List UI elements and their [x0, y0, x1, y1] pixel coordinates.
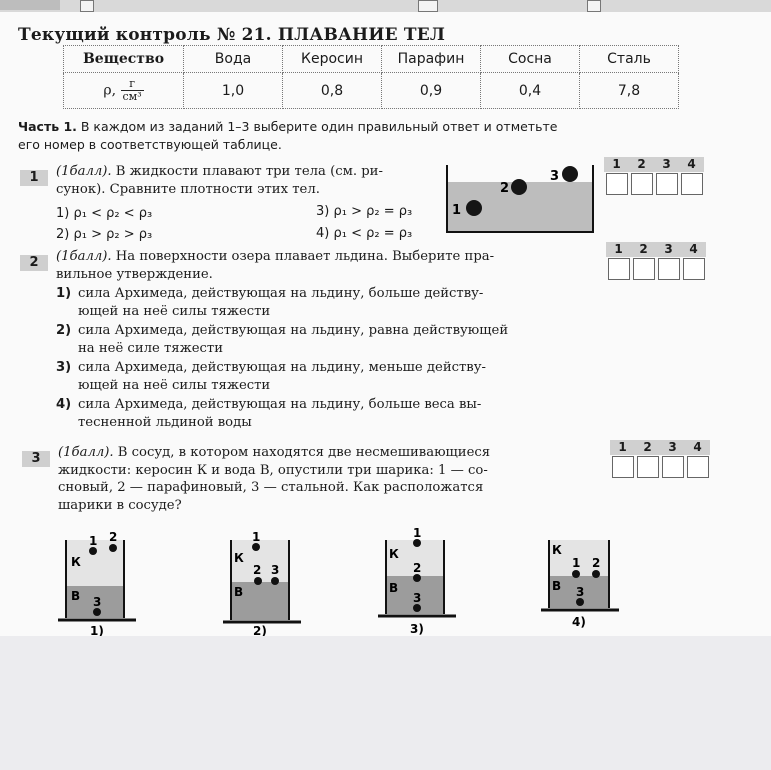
question-1-line: В жидкости плавают три тела (см. ри-: [111, 164, 383, 179]
answer-cell-2[interactable]: [633, 258, 655, 280]
question-1-option-3[interactable]: 3) ρ₁ > ρ₂ = ρ₃: [316, 204, 413, 219]
table-cell-density: 0,9: [382, 73, 481, 109]
body-1-label: 1: [452, 203, 462, 218]
table-cell-substance: Сталь: [580, 46, 679, 73]
kerosene-label: К: [71, 555, 81, 569]
answer-box-header: [610, 440, 710, 455]
answer-cell-1[interactable]: [612, 456, 634, 478]
water-label: В: [389, 581, 399, 595]
previous-page-strip: [0, 0, 771, 12]
part-label: Часть 1.: [18, 119, 77, 134]
question-3-number: 3: [22, 451, 50, 467]
part-instructions: [18, 118, 558, 154]
option-line: ющей на неё силы тяжести: [78, 378, 271, 393]
option-line: сила Архимеда, действующая на льдину, равна действующей: [78, 323, 509, 338]
answer-box-header-label: 1: [618, 440, 627, 454]
answer-cell-4[interactable]: [683, 258, 705, 280]
kerosene-label: К: [389, 547, 399, 561]
option-line: сила Архимеда, действующая на льдину, больше веса вы-: [78, 397, 482, 412]
ball-label: 3: [93, 595, 102, 609]
ball-label: 3: [271, 563, 280, 577]
water-label: В: [71, 589, 81, 603]
answer-cell-1[interactable]: [608, 258, 630, 280]
question-2-text: [56, 248, 556, 283]
vessel-option-1: [55, 528, 145, 636]
question-1-number: 1: [20, 170, 48, 186]
ball-label: 1: [252, 530, 261, 544]
question-2-line: вильное утверждение.: [56, 266, 213, 282]
table-cell-substance: Вода: [184, 46, 283, 73]
option-number: 2): [56, 323, 72, 338]
answer-cell-3[interactable]: [658, 258, 680, 280]
option-number: 4): [56, 397, 72, 412]
density-unit: [121, 78, 144, 103]
kerosene-label: К: [552, 543, 562, 557]
question-2-line: На поверхности озера плавает льдина. Выберите пра-: [111, 249, 495, 264]
answer-box-1: [604, 157, 704, 195]
kerosene-label: К: [234, 551, 244, 565]
option-number: 3): [56, 360, 72, 375]
table-cell-density: 1,0: [184, 73, 283, 109]
question-3-line: В сосуд, в котором находятся две несмешивающиеся: [113, 445, 491, 460]
part-text: В каждом из заданий 1–3 выберите один правильный ответ и отметьте его номер в соответствующей таблице.: [18, 119, 558, 152]
table-cell-density: 0,4: [481, 73, 580, 109]
answer-box-3: [610, 440, 710, 478]
density-table: [63, 45, 679, 109]
option-line: на неё силе тяжести: [78, 341, 224, 356]
answer-cell-2[interactable]: [637, 456, 659, 478]
body-1: [466, 200, 482, 216]
answer-box-header-label: 3: [662, 157, 671, 171]
answer-box-header-label: 3: [664, 242, 673, 256]
body-3-label: 3: [550, 169, 560, 184]
table-cell-substance: Парафин: [382, 46, 481, 73]
question-2-option-2[interactable]: [56, 322, 556, 359]
option-number: 1): [56, 286, 72, 301]
answer-box-header: [606, 242, 706, 257]
question-1-points: (1балл).: [56, 164, 112, 179]
answer-box-header-label: 2: [639, 242, 648, 256]
vessel-caption: 2): [253, 624, 267, 636]
question-2-option-1[interactable]: [56, 285, 556, 322]
answer-box-header-label: 4: [693, 440, 702, 454]
answer-cell-4[interactable]: [687, 456, 709, 478]
vessel-caption: 4): [572, 615, 586, 629]
water-label: В: [552, 579, 562, 593]
question-2-option-3[interactable]: [56, 359, 556, 396]
ball-label: 1: [572, 556, 581, 570]
answer-box-header-label: 4: [689, 242, 698, 256]
vessel-option-4: [540, 526, 630, 634]
answer-box-header-label: 1: [614, 242, 623, 256]
question-1-text: [56, 163, 436, 198]
ball-label: 2: [413, 561, 422, 575]
ball-label: 1: [89, 534, 98, 548]
option-line: сила Архимеда, действующая на льдину, меньше действу-: [78, 360, 486, 375]
floating-bodies-figure: [440, 160, 600, 240]
question-1-option-1[interactable]: 1) ρ₁ < ρ₂ < ρ₃: [56, 206, 153, 221]
table-cell-density: 7,8: [580, 73, 679, 109]
question-3-text: [58, 444, 558, 514]
question-1-option-4[interactable]: 4) ρ₁ < ρ₂ = ρ₃: [316, 226, 413, 241]
page-title: Текущий контроль № 21. ПЛАВАНИЕ ТЕЛ: [18, 25, 446, 45]
vessel-option-2: [220, 528, 310, 636]
ball-label: 2: [592, 556, 601, 570]
table-cell-substance: Сосна: [481, 46, 580, 73]
question-2-option-4[interactable]: [56, 396, 556, 433]
water-label: В: [234, 585, 244, 599]
question-1-option-2[interactable]: 2) ρ₁ > ρ₂ > ρ₃: [56, 227, 153, 242]
ball-label: 2: [253, 563, 262, 577]
density-unit-denominator: см³: [122, 90, 142, 103]
ball-label: 3: [413, 591, 422, 605]
ball-label: 2: [109, 530, 118, 544]
answer-box-header-label: 2: [637, 157, 646, 171]
answer-box-2: [606, 242, 706, 280]
answer-box-header-label: 2: [643, 440, 652, 454]
answer-cell-2[interactable]: [631, 173, 653, 195]
question-1-line: сунок). Сравните плотности этих тел.: [56, 181, 320, 197]
vessel-caption: 3): [410, 622, 424, 636]
table-header-density: [64, 73, 184, 109]
question-2-points: (1балл).: [56, 249, 112, 264]
density-unit-numerator: г: [121, 78, 144, 91]
option-line: тесненной льдиной воды: [78, 415, 252, 430]
table-header-substance: Вещество: [64, 46, 184, 73]
table-cell-substance: Керосин: [283, 46, 382, 73]
question-3-line: сновый, 2 — парафиновый, 3 — стальной. Как расположатся: [58, 480, 484, 495]
answer-box-header-label: 1: [612, 157, 621, 171]
answer-cell-4[interactable]: [681, 173, 703, 195]
answer-box-header-label: 3: [668, 440, 677, 454]
question-3-line: шарики в сосуде?: [58, 497, 182, 513]
answer-cell-3[interactable]: [662, 456, 684, 478]
body-2-label: 2: [500, 181, 510, 196]
vessel-caption: 1): [90, 624, 104, 636]
answer-cell-3[interactable]: [656, 173, 678, 195]
answer-cell-1[interactable]: [606, 173, 628, 195]
question-3-line: жидкости: керосин К и вода В, опустили три шарика: 1 — со-: [58, 462, 488, 478]
answer-box-header-label: 4: [687, 157, 696, 171]
option-line: сила Архимеда, действующая на льдину, больше действу-: [78, 286, 484, 301]
body-2: [511, 179, 527, 195]
vessel-option-3: [375, 522, 465, 636]
question-2-number: 2: [20, 255, 48, 271]
empty-background: [0, 636, 771, 770]
ball-label: 1: [413, 526, 422, 540]
question-2-options: [56, 285, 556, 433]
body-3: [562, 166, 578, 182]
rho-label: ρ,: [103, 82, 117, 99]
table-cell-density: 0,8: [283, 73, 382, 109]
ball-label: 3: [576, 585, 585, 599]
option-line: ющей на неё силы тяжести: [78, 304, 271, 319]
question-3-points: (1балл).: [58, 445, 114, 460]
answer-box-header: [604, 157, 704, 172]
